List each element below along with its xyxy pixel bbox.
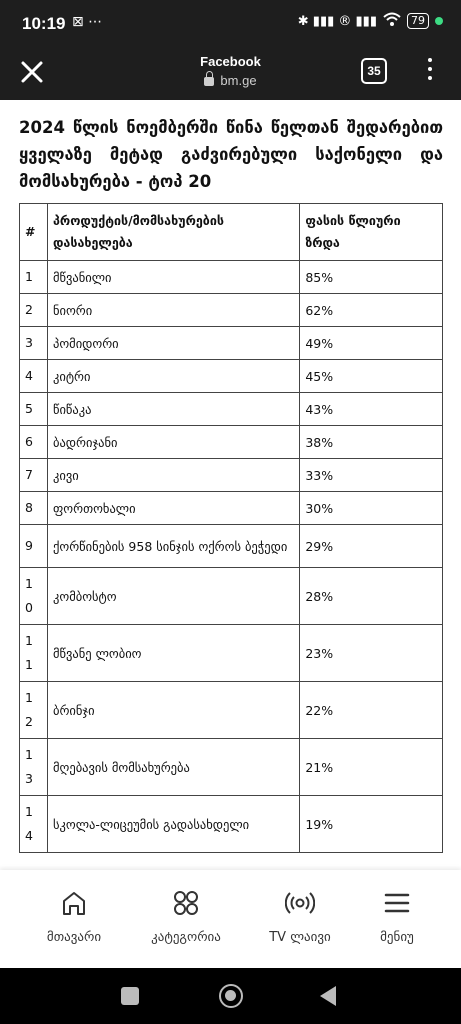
row-number [20, 739, 48, 796]
page-content [0, 100, 461, 870]
table-row [20, 393, 443, 426]
row-number-text: 11 [25, 633, 33, 672]
url-text: bm.ge [220, 73, 257, 88]
tab-switcher-button[interactable]: 35 [361, 58, 387, 84]
row-growth-value: 45% [300, 360, 443, 393]
row-number-text: 3 [25, 335, 33, 350]
table-row [20, 360, 443, 393]
nav-tv-label: TV ლაივი [269, 930, 331, 945]
table-row [20, 459, 443, 492]
grid-icon [171, 888, 201, 918]
row-growth-value: 21% [300, 739, 443, 796]
recent-apps-button[interactable] [121, 987, 139, 1005]
row-number-text: 7 [25, 467, 33, 482]
row-product-name: ბადრიჯანი [47, 426, 299, 459]
table-row [20, 261, 443, 294]
row-number-text: 8 [25, 500, 33, 515]
back-button[interactable] [320, 986, 336, 1006]
row-number-text: 14 [25, 804, 33, 843]
row-number [20, 525, 48, 568]
row-growth-value: 23% [300, 625, 443, 682]
nav-categories-label: კატეგორია [151, 930, 221, 945]
browser-toolbar [0, 44, 461, 100]
row-product-name: კიტრი [47, 360, 299, 393]
row-number-text: 13 [25, 747, 33, 786]
row-product-name: ქორწინების 958 სინჯის ოქროს ბეჭედი [47, 525, 299, 568]
row-number [20, 625, 48, 682]
table-row [20, 294, 443, 327]
row-number [20, 393, 48, 426]
lock-icon [204, 77, 214, 86]
table-row [20, 739, 443, 796]
row-growth-value: 19% [300, 796, 443, 853]
status-time: 10:19 [22, 14, 66, 33]
table-row [20, 796, 443, 853]
row-number-text: 9 [25, 538, 33, 553]
nav-tv-live[interactable] [245, 888, 355, 945]
row-product-name: კივი [47, 459, 299, 492]
status-bar [0, 0, 461, 44]
row-product-name: პომიდორი [47, 327, 299, 360]
row-growth-value: 38% [300, 426, 443, 459]
row-growth-value: 85% [300, 261, 443, 294]
hamburger-icon [382, 888, 412, 918]
nav-menu[interactable] [342, 888, 452, 945]
wifi-icon [383, 12, 401, 30]
nav-categories[interactable] [131, 888, 241, 945]
row-growth-value: 29% [300, 525, 443, 568]
table-header-row [20, 204, 443, 261]
row-product-name: მწვანე ლობიო [47, 625, 299, 682]
row-product-name: სკოლა-ლიცეუმის გადასახდელი [47, 796, 299, 853]
header-product: პროდუქტის/მომსახურების დასახელება [47, 204, 299, 261]
row-number [20, 492, 48, 525]
url-display[interactable] [0, 73, 461, 88]
broadcast-icon [285, 888, 315, 918]
row-number [20, 568, 48, 625]
home-button[interactable] [219, 984, 243, 1008]
row-product-name: ბრინჯი [47, 682, 299, 739]
row-product-name: ნიორი [47, 294, 299, 327]
system-navigation-bar [0, 968, 461, 1024]
row-number [20, 327, 48, 360]
row-growth-value: 33% [300, 459, 443, 492]
nav-home[interactable] [19, 888, 129, 945]
table-row [20, 426, 443, 459]
bottom-navigation [0, 870, 461, 968]
row-number [20, 682, 48, 739]
table-row [20, 327, 443, 360]
status-right-icons [298, 12, 443, 30]
row-number [20, 796, 48, 853]
privacy-dot-icon [435, 17, 443, 25]
header-number: # [20, 204, 48, 261]
row-growth-value: 49% [300, 327, 443, 360]
row-product-name: წიწაკა [47, 393, 299, 426]
row-number-text: 1 [25, 269, 33, 284]
row-number [20, 426, 48, 459]
overflow-menu-button[interactable] [423, 58, 437, 86]
row-number-text: 10 [25, 576, 33, 615]
row-growth-value: 22% [300, 682, 443, 739]
article-title: 2024 წლის ნოემბერში წინა წელთან შედარებით ყველაზე მეტად გაძვირებული საქონელი და მომსახურება - ტოპ 20 [19, 118, 443, 191]
row-number [20, 261, 48, 294]
row-number-text: 12 [25, 690, 33, 729]
row-number [20, 459, 48, 492]
row-product-name: ფორთოხალი [47, 492, 299, 525]
price-growth-table [19, 203, 443, 853]
row-number [20, 294, 48, 327]
home-icon [59, 888, 89, 918]
table-row [20, 525, 443, 568]
row-growth-value: 43% [300, 393, 443, 426]
row-number-text: 6 [25, 434, 33, 449]
row-product-name: მღებავის მომსახურება [47, 739, 299, 796]
row-growth-value: 28% [300, 568, 443, 625]
row-product-name: კომბოსტო [47, 568, 299, 625]
table-row [20, 492, 443, 525]
battery-icon: 79 [407, 13, 429, 29]
table-row [20, 625, 443, 682]
row-number [20, 360, 48, 393]
row-number-text: 5 [25, 401, 33, 416]
table-row [20, 568, 443, 625]
header-growth: ფასის წლიური ზრდა [300, 204, 443, 261]
row-number-text: 4 [25, 368, 33, 383]
row-growth-value: 30% [300, 492, 443, 525]
page-source-title: Facebook [200, 54, 261, 69]
row-number-text: 2 [25, 302, 33, 317]
table-row [20, 682, 443, 739]
notification-icons: ⊠ ⋯ [72, 14, 103, 30]
nav-home-label: მთავარი [46, 930, 102, 945]
nav-menu-label: მენიუ [380, 930, 414, 945]
row-growth-value: 62% [300, 294, 443, 327]
row-product-name: მწვანილი [47, 261, 299, 294]
signal-icons: ✱ ▮▮▮ ® ▮▮▮ [297, 13, 377, 29]
